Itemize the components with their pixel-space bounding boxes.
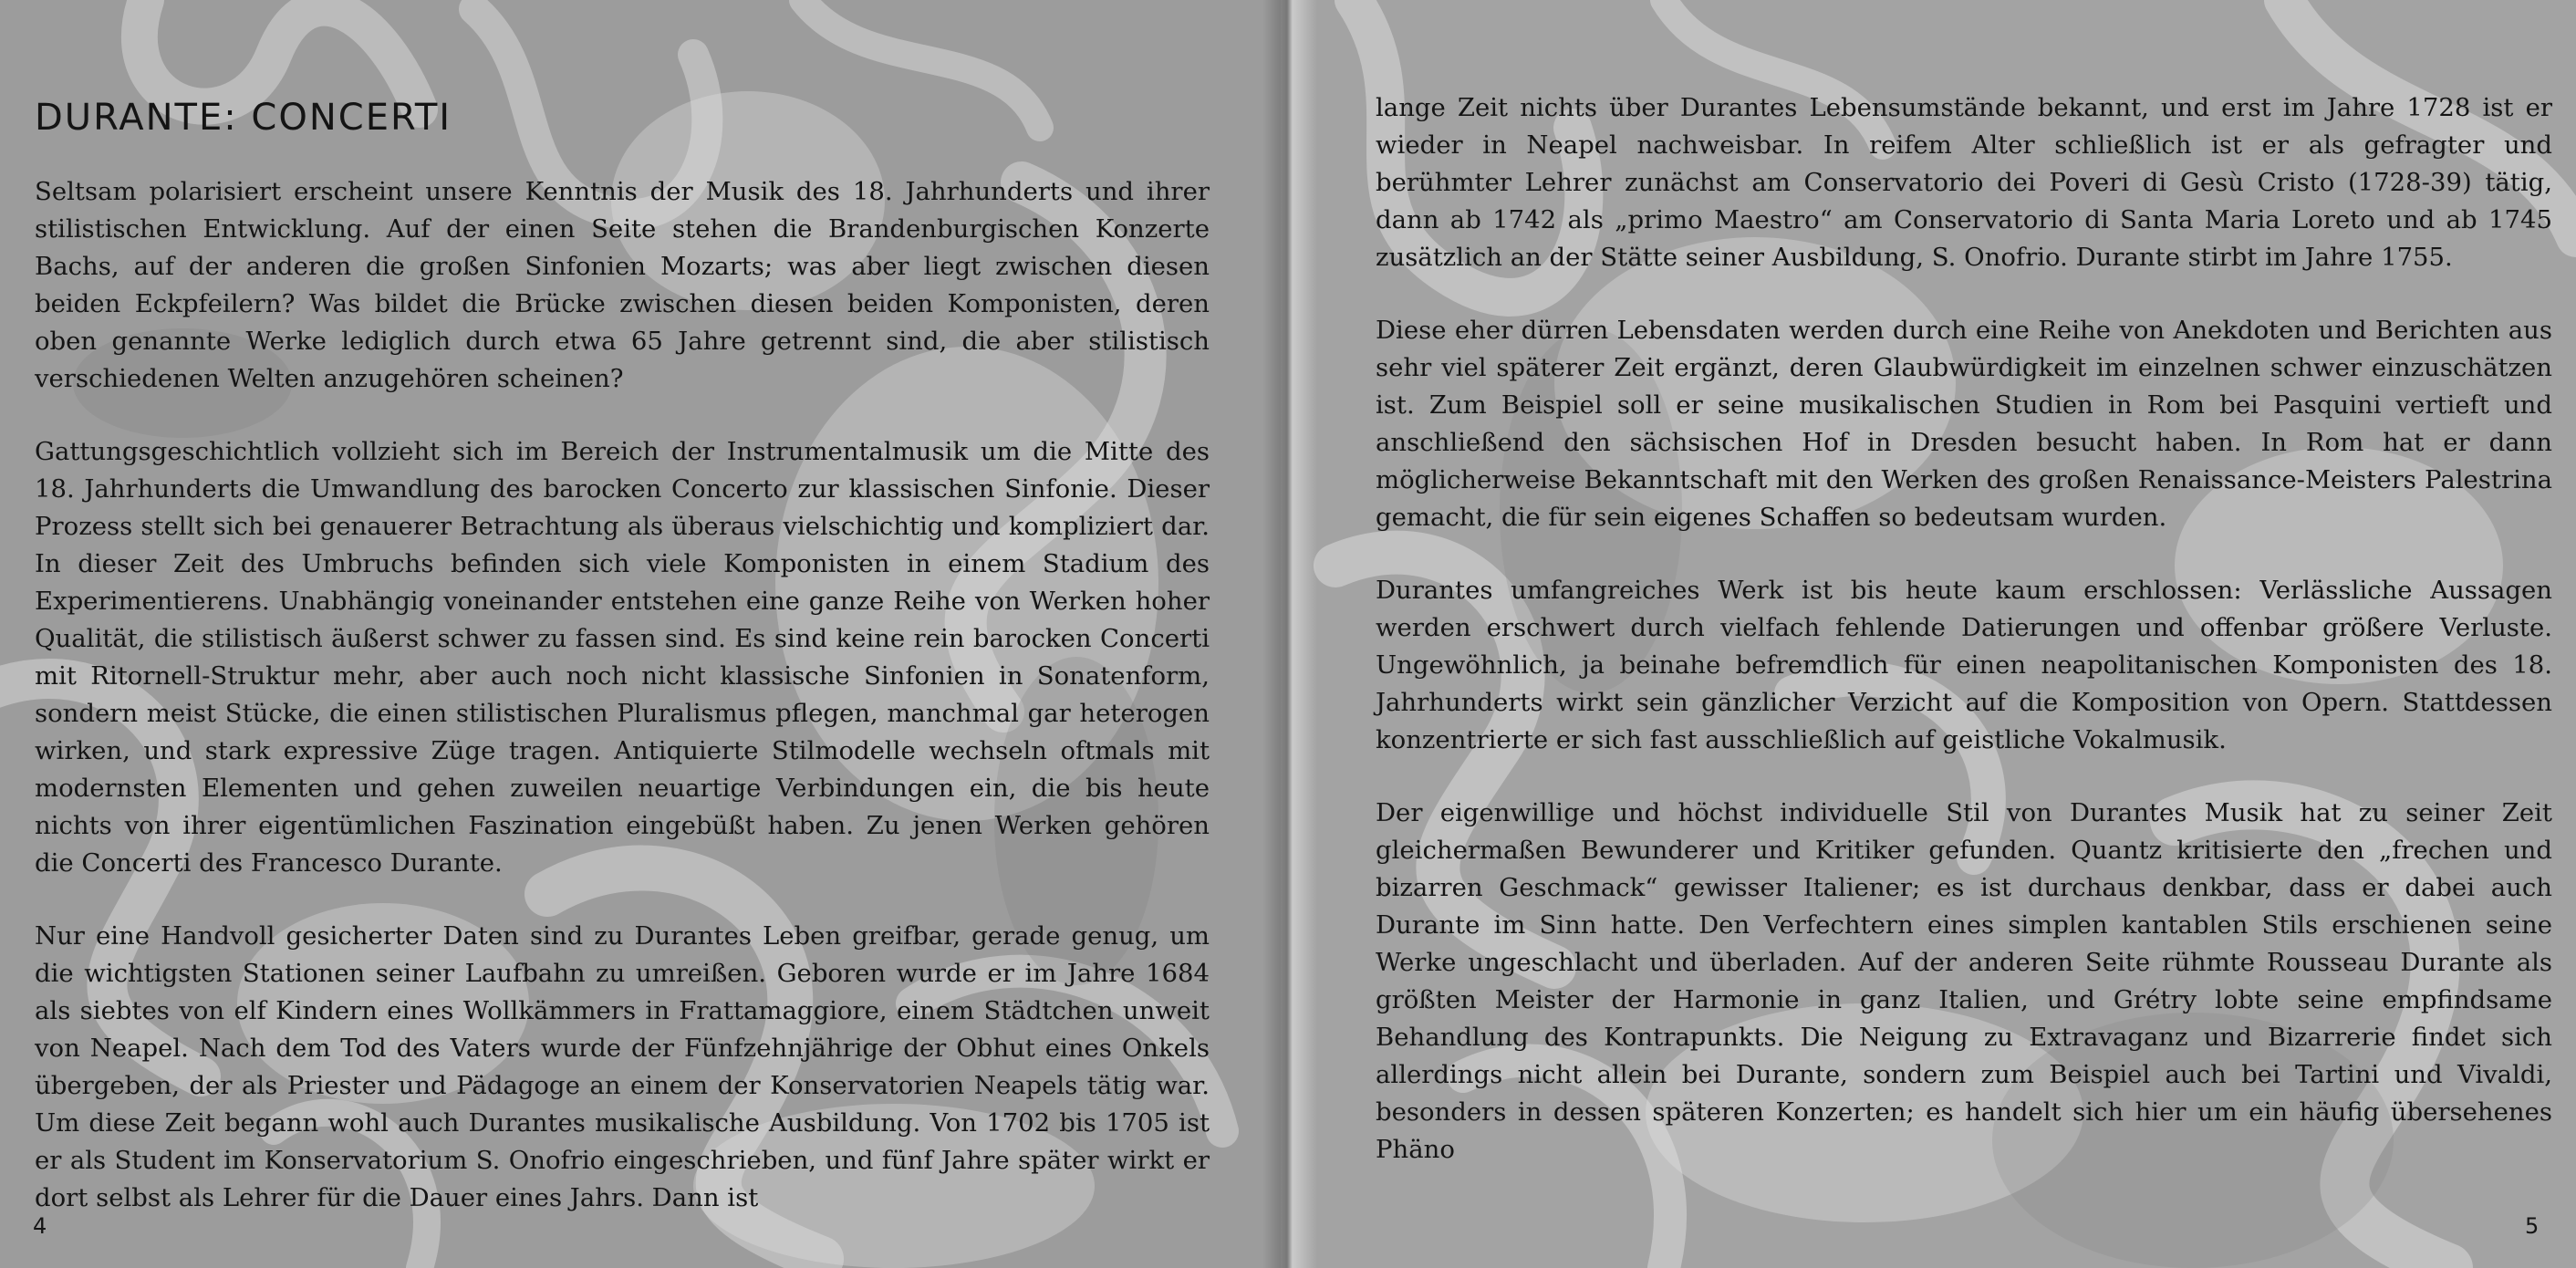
page-number: 5: [2525, 1213, 2540, 1239]
paragraph: Der eigenwillige und höchst individuelle Stil von Durantes Musik hat zu seiner Zeit gleichermaßen Bewunderer und Kritiker gefunden. Quantz kritisierte den „frechen und bizarren Geschmack“ gewisser Italiener; es ist durchaus denkbar, dass er dabei auch Durante im Sinn hatte. Den Verfechtern eines simplen kantablen Stils erschienen seine Werke ungeschlacht und überladen. Auf der anderen Seite rühmte Rousseau Durante als größten Meister der Harmonie in ganz Italien, und Grétry lobte seine empfindsame Behandlung des Kontrapunkts. Die Neigung zu Extravaganz und Bizarrerie findet sich allerdings nicht allein bei Durante, sondern zum Beispiel auch bei Tartini und Vivaldi, besonders in dessen späteren Konzerten; es handelt sich hier um ein häufig übersehenes Phäno: [1376, 798, 2552, 1164]
paragraph: lange Zeit nichts über Durantes Lebensumstände bekannt, und erst im Jahre 1728 ist er wieder in Neapel nachweisbar. In reifem Alter schließlich ist er als gefragter und berühmter Lehrer zunächst am Conservatorio dei Poveri di Gesù Cristo (1728-39) tätig, dann ab 1742 als „primo Maestro“ am Conservatorio di Santa Maria Loreto und ab 1745 zusätzlich an der Stätte seiner Ausbildung, S. Onofrio. Durante stirbt im Jahre 1755.: [1376, 93, 2552, 272]
right-body-text: [1376, 89, 2552, 1204]
paragraph: Gattungsgeschichtlich vollzieht sich im Bereich der Instrumentalmusik um die Mitte des 18. Jahrhunderts die Umwandlung des barocken Concerto zur klassischen Sinfonie. Dieser Prozess stellt sich bei genauerer Betrachtung als überaus vielschichtig und kompliziert dar. In dieser Zeit des Umbruchs befinden sich viele Komponisten in einem Stadium des Experimentierens. Unabhängig voneinander entstehen eine ganze Reihe von Werken hoher Qualität, die stilistisch äußerst schwer zu fassen sind. Es sind keine rein barocken Concerti mit Ritornell-Struktur mehr, aber auch noch nicht klassische Sinfonien in Sonatenform, sondern meist Stücke, die einen stilistischen Pluralismus pflegen, manchmal gar heterogen wirken, und stark expressive Züge tragen. Antiquierte Stilmodelle wechseln oftmals mit modernsten Elementen und gehen zuweilen neuartige Verbindungen ein, die bis heute nichts von ihrer eigentümlichen Faszination eingebüßt haben. Zu jenen Werken gehören die Concerti des Francesco Durante.: [35, 437, 1210, 878]
left-page: [0, 0, 1281, 1268]
left-body-text: [35, 173, 1210, 1252]
right-page: [1281, 0, 2576, 1268]
paragraph: Nur eine Handvoll gesicherter Daten sind zu Durantes Leben greifbar, gerade genug, um die wichtigsten Stationen seiner Laufbahn zu umreißen. Geboren wurde er im Jahre 1684 als siebtes von elf Kindern eines Wollkämmers in Frattamaggiore, einem Städtchen unweit von Neapel. Nach dem Tod des Vaters wurde der Fünfzehnjährige der Obhut eines Onkels übergeben, der als Priester und Pädagoge an einem der Konservatorien Neapels tätig war. Um diese Zeit begann wohl auch Durantes musikalische Ausbildung. Von 1702 bis 1705 ist er als Student im Konservatorium S. Onofrio eingeschrieben, und fünf Jahre später wirkt er dort selbst als Lehrer für die Dauer eines Jahrs. Dann ist: [35, 921, 1210, 1212]
page-number: 4: [33, 1213, 47, 1239]
paragraph: Diese eher dürren Lebensdaten werden durch eine Reihe von Anekdoten und Berichten aus sehr viel späterer Zeit ergänzt, deren Glaubwürdigkeit im einzelnen schwer einzuschätzen ist. Zum Beispiel soll er seine musikalischen Studien in Rom bei Pasquini vertieft und anschließend den sächsischen Hof in Dresden besucht haben. In Rom hat er dann möglicherweise Bekanntschaft mit den Werken des großen Renaissance-Meisters Palestrina gemacht, die für sein eigenes Schaffen so bedeutsam wurden.: [1376, 316, 2552, 532]
paragraph: Durantes umfangreiches Werk ist bis heute kaum erschlossen: Verlässliche Aussagen werden erschwert durch vielfach fehlende Datierungen und offenbar größere Verluste. Ungewöhnlich, ja beinahe befremdlich für einen neapolitanischen Komponisten des 18. Jahrhunderts wirkt sein gänzlicher Verzicht auf die Komposition von Opern. Stattdessen konzentrierte er sich fast ausschließlich auf geistliche Vokalmusik.: [1376, 576, 2552, 754]
paragraph: Seltsam polarisiert erscheint unsere Kenntnis der Musik des 18. Jahrhunderts und ihrer stilistischen Entwicklung. Auf der einen Seite stehen die Brandenburgischen Konzerte Bachs, auf der anderen die großen Sinfonien Mozarts; was aber liegt zwischen diesen beiden Eckpfeilern? Was bildet die Brücke zwischen diesen beiden Komponisten, deren oben genannte Werke lediglich durch etwa 65 Jahre getrennt sind, die aber stilistisch verschiedenen Welten anzugehören scheinen?: [35, 177, 1210, 393]
article-title: DURANTE: CONCERTI: [35, 97, 452, 139]
